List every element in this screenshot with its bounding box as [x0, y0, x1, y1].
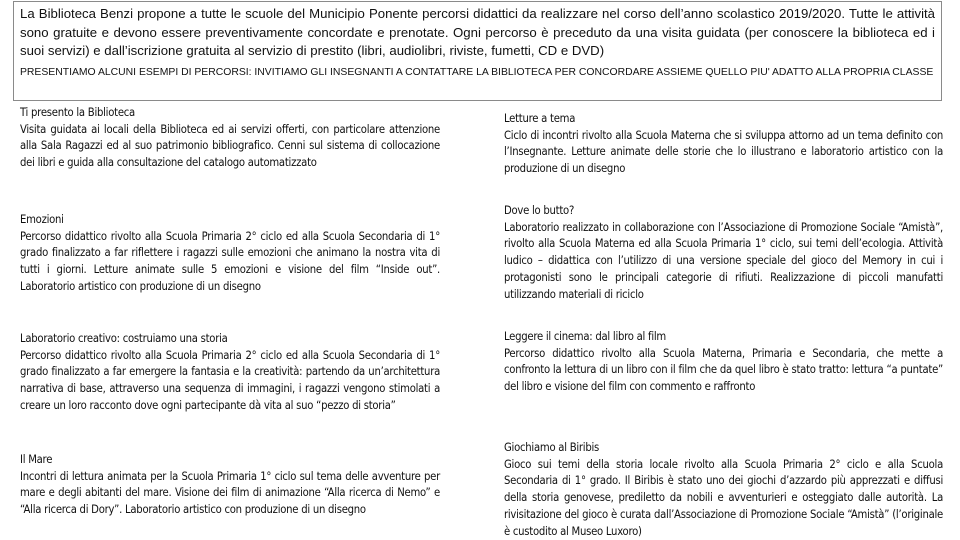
course-leggere-il-cinema: [504, 329, 943, 396]
course-emozioni: [20, 212, 440, 296]
course-letture-a-tema: [504, 111, 943, 178]
course-giochiamo-al-biribis: [504, 440, 943, 540]
course-ti-presento-la-biblioteca: [20, 105, 440, 172]
course-description: Percorso didattico rivolto alla Scuola Primaria 2° ciclo ed alla Scuola Secondaria di 1° grado finalizzato a far riflettere i ragazzi sulle emozioni che animano la nostra vita di tutti i giorni. Letture animate sulle 5 emozioni e visione del film “Inside out”. Laboratorio artistico con produzione di un disegno: [20, 229, 440, 293]
intro-box: [13, 1, 942, 101]
course-title: Il Mare: [20, 453, 53, 466]
course-laboratorio-creativo: [20, 331, 440, 415]
course-description: Percorso didattico rivolto alla Scuola Primaria 2° ciclo ed alla Scuola Secondaria di 1° grado finalizzato a far emergere la fantasia e la creatività: partendo da un’architettura narrativa di base, attraverso una sequenza di immagini, i ragazzi vengono stimolati a creare un loro racconto dove ogni partecipante dà vita al suo “pezzo di storia”: [20, 348, 440, 412]
course-description: Gioco sui temi della storia locale rivolto alla Scuola Primaria 2° ciclo e alla Scuola Secondaria di 1° grado. Il Biribis è stato uno dei giochi d’azzardo più apprezzati e diffusi della storia genovese, prediletto da nobili e avventurieri e osteggiato dalle autorità. La rivisitazione del gioco è curata dall’Associazione di Promozione Sociale “Amistà” (l’originale è custodito al Museo Luxoro): [504, 457, 943, 538]
course-title: Ti presento la Biblioteca: [20, 106, 135, 119]
course-title: Leggere il cinema: dal libro al film: [504, 330, 666, 343]
course-il-mare: [20, 452, 440, 519]
intro-text: La Biblioteca Benzi propone a tutte le scuole del Municipio Ponente percorsi didattici da realizzare nel corso dell’anno scolastico 2019/2020. Tutte le attività sono gratuite e devono essere preventivamente concordate e prenotate. Ogni percorso è preceduto da una visita guidata (per conoscere la biblioteca ed i suoi servizi) e dall’iscrizione gratuita al servizio di prestito (libri, audiolibri, riviste, fumetti, CD e DVD): [20, 6, 935, 58]
course-title: Laboratorio creativo: costruiamo una storia: [20, 332, 228, 345]
course-title: Giochiamo al Biribis: [504, 441, 600, 454]
course-description: Incontri di lettura animata per la Scuola Primaria 1° ciclo sul tema delle avventure per mare e degli abitanti del mare. Visione dei film di animazione “Alla ricerca di Nemo” e “Alla ricerca di Dory”. Laboratorio artistico con produzione di un disegno: [20, 469, 440, 517]
course-title: Letture a tema: [504, 112, 576, 125]
course-dove-lo-butto: [504, 203, 943, 303]
course-title: Emozioni: [20, 213, 64, 226]
course-description: Percorso didattico rivolto alla Scuola Materna, Primaria e Secondaria, che mette a confronto la lettura di un libro con il film che da quel libro è stato tratto: lettura “a puntate” del libro e visione del film con commento e raffronto: [504, 346, 943, 394]
intro-note: PRESENTIAMO ALCUNI ESEMPI DI PERCORSI: INVITIAMO GLI INSEGNANTI A CONTATTARE LA BIBLIOTECA PER CONCORDARE ASSIEME QUELLO PIU' ADATTO ALLA PROPRIA CLASSE: [20, 66, 934, 78]
course-description: Ciclo di incontri rivolto alla Scuola Materna che si sviluppa attorno ad un tema definito con l’Insegnante. Letture animate delle storie che lo illustrano e laboratorio artistico con la produzione di un disegno: [504, 128, 943, 176]
course-description: Laboratorio realizzato in collaborazione con l’Associazione di Promozione Sociale “Amistà”, rivolto alla Scuola Materna ed alla Scuola Primaria 1° ciclo, sui temi dell’ecologia. Attività ludico – didattica con l’utilizzo di una versione speciale del gioco del Memory in cui i protagonisti sono le principali categorie di rifiuti. Realizzazione di piccoli manufatti utilizzando materiali di riciclo: [504, 220, 943, 301]
course-title: Dove lo butto?: [504, 204, 575, 217]
course-description: Visita guidata ai locali della Biblioteca ed ai servizi offerti, con particolare attenzione alla Sala Ragazzi ed al suo patrimonio bibliografico. Cenni sul sistema di collocazione dei libri e guida alla consultazione del catalogo automatizzato: [20, 122, 440, 170]
